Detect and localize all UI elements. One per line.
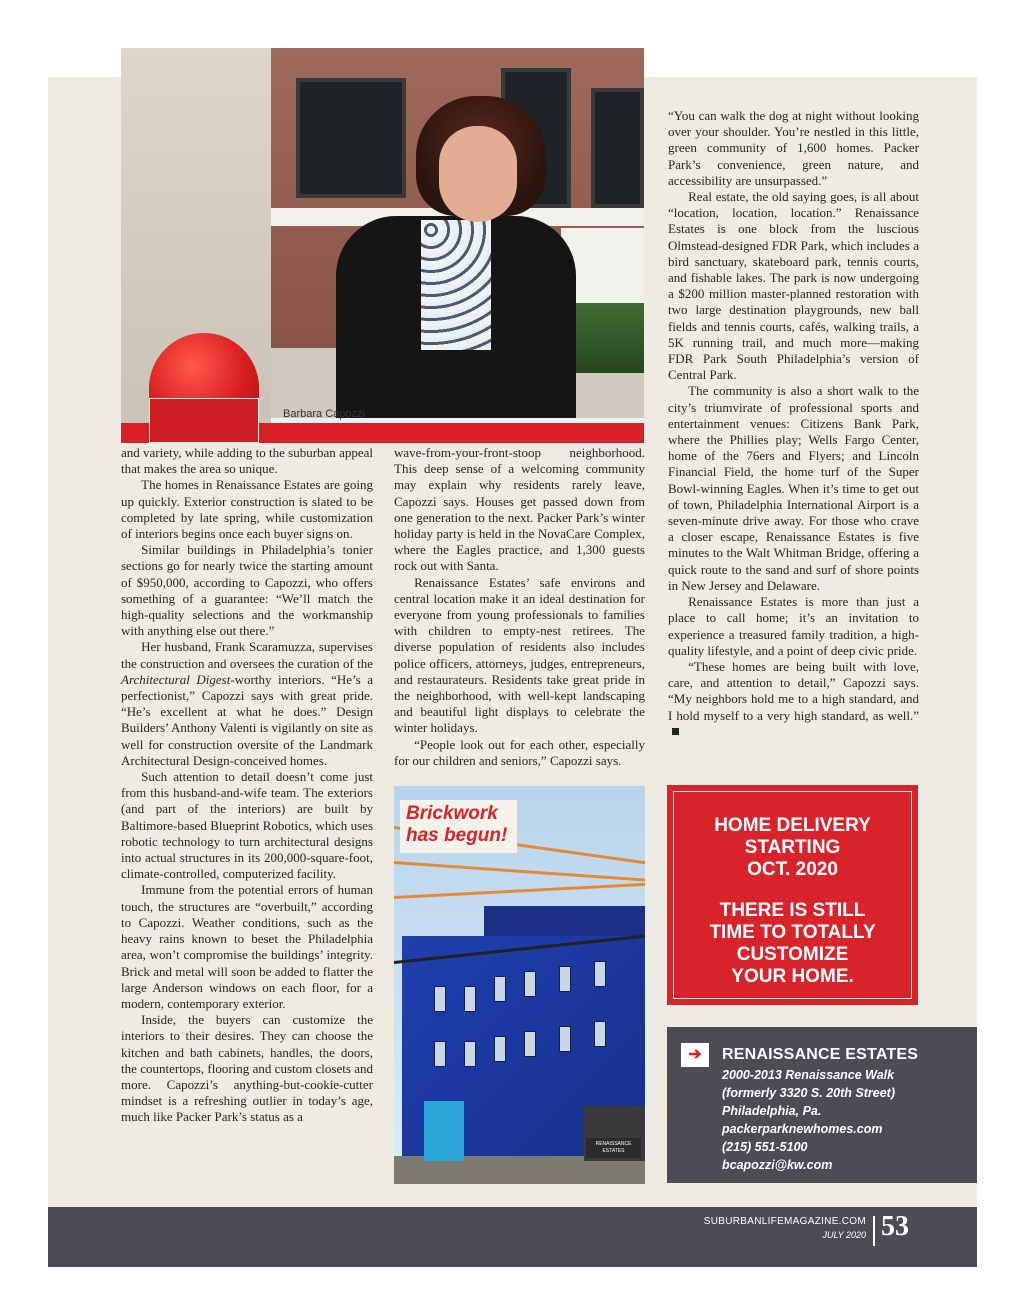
article-column-2 (394, 445, 645, 769)
photo-person-face (439, 126, 517, 222)
paragraph-text: -worthy interiors. “He’s a perfectionist,” Capozzi says with great pride. “He’s excellent at what he does.” Design Builders’ Anthony Valenti is vigilantly on site as well for construction oversite of the Landmark Architectural Design-conceived homes. (121, 671, 373, 768)
paragraph: Immune from the potential errors of human touch, the structures are “overbuilt,” according to Capozzi. Weather conditions, such as the heavy rains known to beset the Philadelphia area, won’t compromise the buildings’ integrity. Brick and metal will soon be added to flatter the large Anderson windows on each floor, for a modern, contemporary exterior. (121, 882, 373, 1011)
contact-email-link[interactable]: bcapozzi@kw.com (722, 1158, 833, 1172)
photo-power-line (394, 882, 645, 899)
photo-building-window (464, 986, 476, 1012)
paragraph (121, 639, 373, 769)
contact-address: 2000-2013 Renaissance Walk (722, 1068, 895, 1082)
footer-date: JULY 2020 (822, 1230, 866, 1240)
photo-building-window (594, 1021, 606, 1047)
photo-window (296, 78, 406, 198)
photo-window (591, 88, 644, 208)
paragraph-text: Her husband, Frank Scaramuzza, supervises the construction and oversees the curation of the (121, 639, 373, 671)
end-mark-icon (672, 728, 679, 735)
article-column-1 (121, 445, 373, 1126)
paragraph: The community is also a short walk to the city’s triumvirate of professional sports and entertainment venues: Citizens Bank Park, where the Phillies play; Wells Fargo Center, home of the 76ers and Flyers; and Lincoln Financial Field, the home turf of the Super Bowl-winning Eagles. When it’s time to get out of town, Philadelphia International Airport is a seven-minute drive away. For those who crave a closer escape, Renaissance Estates is five minutes to the Walt Whitman Bridge, offering a quick route to the sand and surf of shore points in New Jersey and Delaware. (668, 383, 919, 593)
label-line: Brickwork (406, 803, 498, 824)
promo-box-inner (673, 791, 912, 999)
promo-line: STARTING (744, 837, 841, 858)
photo-person-blouse (421, 220, 491, 350)
photo-building-window (434, 1041, 446, 1067)
photo-building-window (494, 976, 506, 1002)
photo-building-window (559, 1026, 571, 1052)
photo-sign-card (149, 398, 259, 443)
paragraph: wave-from-your-front-stoop neighborhood. This deep sense of a welcoming community may explain why residents rarely leave, Capozzi says. Houses get passed down from one generation to the next. Packer Park’s winter holiday party is held in the NovaCare Complex, where the Eagles practice, and 1,300 guests rock out with Santa. (394, 445, 645, 574)
promo-line: OCT. 2020 (747, 859, 838, 880)
photo-site-sign: RENAISSANCE ESTATES (586, 1138, 641, 1158)
photo-building-window (434, 986, 446, 1012)
photo-building-window (524, 971, 536, 997)
footer-site: SUBURBANLIFEMAGAZINE.COM (703, 1216, 866, 1227)
photo-building-window (464, 1041, 476, 1067)
photo-building-window (524, 1031, 536, 1057)
photo-power-line (394, 861, 645, 882)
contact-website-link[interactable]: packerparknewhomes.com (722, 1122, 883, 1136)
promo-spacer (674, 881, 911, 900)
arrow-right-icon: ➔ (681, 1043, 709, 1067)
article-column-3 (668, 108, 919, 740)
promo-line: YOUR HOME. (731, 966, 854, 987)
paragraph: “You can walk the dog at night without looking over your shoulder. You’re nestled in this little, green community of 1,600 homes. Packer Park’s convenience, green nature, and accessibility are unsurpassed.” (668, 108, 919, 188)
construction-photo-label (400, 800, 517, 853)
paragraph: Renaissance Estates is more than just a place to call home; it’s an invitation to experience a treasured family tradition, a high-quality lifestyle, and a point of deep civic pride. (668, 594, 919, 658)
photo-caption: Barbara Capozzi (283, 408, 365, 420)
photo-lift (424, 1101, 464, 1161)
contact-phone[interactable]: (215) 551-5100 (722, 1140, 808, 1154)
paragraph: and variety, while adding to the suburban appeal that makes the area so unique. (121, 445, 373, 477)
paragraph-text: “These homes are being built with love, care, and attention to detail,” Capozzi says. “My neighbors hold me to a high standard, and I hold myself to a very high standard, as well.” (668, 658, 919, 723)
paragraph (668, 659, 919, 740)
paragraph: The homes in Renaissance Estates are going up quickly. Exterior construction is slated to be completed by late spring, while customization of interiors begins once each buyer signs on. (121, 477, 373, 542)
contact-title: RENAISSANCE ESTATES (722, 1046, 919, 1063)
paragraph: Similar buildings in Philadelphia’s tonier sections go for nearly twice the starting amount of $950,000, according to Capozzi, who offers something of a guarantee: “We’ll match the high-quality selections and the workmanship with anything else out there.” (121, 542, 373, 639)
photo-building-window (559, 966, 571, 992)
portrait-photo (121, 48, 644, 443)
paragraph: Real estate, the old saying goes, is all about “location, location, location.” Renaissance Estates is one block from the luscious Olmstead-designed FDR Park, which includes a bird sanctuary, skateboard park, tennis courts, and fishable lakes. The park is now undergoing a $200 million master-planned restoration with two large destination playgrounds, new ball fields and tennis courts, cafés, walking trails, a 5K running trail, and much more—making FDR Park South Philadelphia’s version of Central Park. (668, 189, 919, 383)
promo-line: TIME TO TOTALLY (709, 922, 876, 943)
photo-building-window (594, 961, 606, 987)
promo-box (667, 785, 918, 1005)
magazine-title: Architectural Digest (121, 671, 231, 687)
contact-city: Philadelphia, Pa. (722, 1104, 822, 1118)
promo-line: THERE IS STILL (719, 900, 866, 921)
contact-address-former: (formerly 3320 S. 20th Street) (722, 1086, 895, 1100)
paragraph: Inside, the buyers can customize the interiors to their desires. They can choose the kitchen and bath cabinets, handles, the doors, the countertops, flooring and custom closets and more. Capozzi’s anything-but-cookie-cutter mindset is a refreshing outlier in today’s age, much like Packer Park’s status as a (121, 1012, 373, 1125)
paragraph: Such attention to detail doesn’t come just from this husband-and-wife team. The exteriors (and part of the interiors) are built by Baltimore-based Blueprint Robotics, which uses robotic technology to turn architectural designs into actual structures in its 200,000-square-foot, climate-controlled, computerized facility. (121, 769, 373, 882)
paragraph: “People look out for each other, especially for our children and seniors,” Capozzi says. (394, 736, 645, 768)
footer-divider (873, 1216, 875, 1246)
page-number: 53 (881, 1211, 909, 1242)
promo-line: HOME DELIVERY (714, 815, 871, 836)
photo-building-window (494, 1036, 506, 1062)
promo-line: CUSTOMIZE (736, 944, 849, 965)
paragraph: Renaissance Estates’ safe environs and central location make it an ideal destination for everyone from young professionals to families with children to empty-nest retirees. The diverse population of residents also includes police officers, attorneys, judges, entrepreneurs, and restaurateurs. Residents take great pride in the neighborhood, with well-kept landscaping and beautiful light displays to celebrate the winter holidays. (394, 574, 645, 736)
label-line: has begun! (406, 825, 508, 846)
contact-box (667, 1027, 977, 1183)
